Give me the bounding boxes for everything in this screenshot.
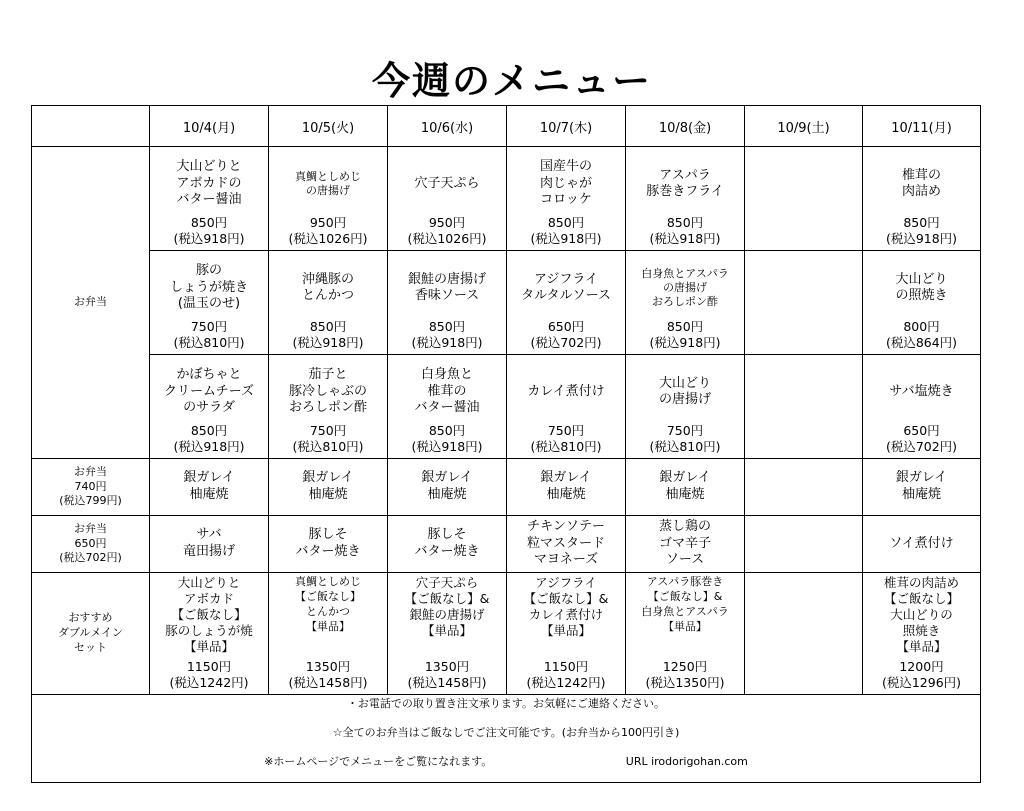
dish-name: 銀ガレイ 柚庵焼	[507, 459, 626, 516]
menu-cell	[269, 355, 388, 459]
set-cell	[863, 573, 981, 695]
set-cell	[388, 573, 507, 695]
dish-price-tax: (税込810円)	[292, 438, 364, 454]
dish-price: 850円	[428, 318, 466, 334]
dish-name: チキンソテー 粒マスタード マヨネーズ	[507, 516, 626, 573]
page-title: 今週のメニュー	[371, 59, 652, 103]
bento-row	[32, 355, 981, 459]
set-price: 1350円	[424, 658, 470, 674]
set-price: 1150円	[186, 658, 232, 674]
menu-cell-content	[150, 355, 268, 458]
set-price-tax: (税込1242円)	[526, 674, 606, 690]
menu-cell	[150, 147, 269, 251]
bento-row	[32, 251, 981, 355]
dish-name: サバ 竜田揚げ	[150, 516, 269, 573]
category-set: おすすめ ダブルメイン セット	[32, 573, 150, 695]
dish-name: 白身魚とアスパラ の唐揚げ おろしポン酢	[641, 267, 729, 308]
menu-cell	[507, 147, 626, 251]
menu-cell-content	[863, 355, 980, 458]
dish-price-tax: (税込918円)	[411, 334, 483, 350]
note-phone-order: ・お電話での取り置き注文承ります。お気軽にご連絡ください。	[346, 697, 666, 710]
dish-price-tax: (税込918円)	[173, 230, 245, 246]
menu-cell	[863, 251, 981, 355]
set-cell-content	[745, 573, 862, 694]
category-bento650: お弁当 650円 (税込702円)	[32, 516, 150, 573]
menu-cell-content	[745, 251, 862, 354]
bento-row	[32, 147, 981, 251]
menu-cell	[269, 251, 388, 355]
dish-price-tax: (税込810円)	[530, 438, 602, 454]
dish-name	[745, 516, 863, 573]
dish-name: ソイ煮付け	[863, 516, 981, 573]
dish-price-tax: (税込1026円)	[288, 230, 368, 246]
menu-cell	[388, 147, 507, 251]
dish-price-tax: (税込918円)	[173, 438, 245, 454]
note-no-rice: ☆全てのお弁当はご飯なしでご注文可能です。(お弁当から100円引き)	[332, 726, 680, 739]
bento740-row	[32, 459, 981, 516]
dish-name: 大山どりと アボカドの バター醤油	[176, 159, 242, 207]
set-cell	[745, 573, 863, 695]
dish-price: 750円	[666, 422, 704, 438]
dish-price: 850円	[903, 214, 940, 230]
set-price-block	[628, 659, 742, 692]
bento650-row	[32, 516, 981, 573]
set-row	[32, 573, 981, 695]
menu-cell	[150, 251, 269, 355]
set-name: 真鯛としめじ 【ご飯なし】 とんかつ 【単品】	[295, 575, 361, 633]
dish-price: 950円	[309, 214, 347, 230]
dish-price: 650円	[903, 422, 940, 438]
dish-name: かぼちゃと クリームチーズ のサラダ	[163, 367, 255, 415]
set-cell-content	[150, 573, 268, 694]
set-cell-content	[626, 573, 744, 694]
note-homepage-text: ※ホームページでメニューをご覧になれます。	[264, 755, 493, 768]
dish-name: 銀ガレイ 柚庵焼	[269, 459, 388, 516]
day-header: 10/8(金)	[626, 106, 745, 147]
menu-cell-content	[269, 251, 387, 354]
day-header: 10/11(月)	[863, 106, 981, 147]
dish-price: 850円	[309, 318, 347, 334]
dish-name: 茄子と 豚冷しゃぶの おろしポン酢	[288, 367, 367, 415]
set-name: アスパラ豚巻き 【ご飯なし】& 白身魚とアスパラ 【単品】	[641, 575, 729, 633]
day-header: 10/5(火)	[269, 106, 388, 147]
dish-name: 豚の しょうが焼き (温玉のせ)	[169, 263, 248, 311]
set-name: アジフライ 【ご飯なし】& カレイ煮付け 【単品】	[523, 575, 609, 638]
dish-name	[745, 459, 863, 516]
menu-cell	[507, 355, 626, 459]
menu-cell	[626, 251, 745, 355]
homepage-url: URL irodorigohan.com	[625, 755, 748, 768]
dish-price: 950円	[428, 214, 466, 230]
dish-name: 穴子天ぷら	[414, 175, 480, 191]
set-cell	[507, 573, 626, 695]
menu-cell-content	[388, 355, 506, 458]
dish-name: 蒸し鶏の ゴマ辛子 ソース	[626, 516, 745, 573]
set-cell-content	[269, 573, 387, 694]
set-price-block	[271, 659, 385, 692]
set-price-block	[509, 659, 623, 692]
set-price-tax: (税込1296円)	[881, 674, 962, 690]
weekly-menu-table	[31, 105, 981, 783]
dish-name: 銀ガレイ 柚庵焼	[388, 459, 507, 516]
day-header: 10/9(土)	[745, 106, 863, 147]
menu-cell-content	[507, 355, 625, 458]
menu-cell	[745, 251, 863, 355]
set-name: 大山どりと アボカド 【ご飯なし】 豚のしょうが焼 【単品】	[165, 575, 253, 654]
day-header: 10/6(水)	[388, 106, 507, 147]
menu-cell-content	[269, 147, 387, 250]
set-cell	[626, 573, 745, 695]
menu-cell	[863, 355, 981, 459]
set-price-block	[152, 659, 266, 692]
dish-price: 750円	[190, 318, 228, 334]
set-cell-content	[863, 573, 980, 694]
dish-price: 750円	[309, 422, 347, 438]
dish-price: 850円	[190, 422, 228, 438]
set-price-tax: (税込1458円)	[407, 674, 487, 690]
dish-price-tax: (税込918円)	[411, 438, 483, 454]
dish-name: アジフライ タルタルソース	[521, 271, 611, 303]
note-homepage	[32, 753, 980, 782]
dish-name: 銀鮭の唐揚げ 香味ソース	[407, 271, 486, 303]
day-header: 10/7(木)	[507, 106, 626, 147]
menu-cell	[626, 147, 745, 251]
dish-name: アスパラ 豚巻きフライ	[646, 167, 724, 199]
menu-cell	[507, 251, 626, 355]
set-price-block	[390, 659, 504, 692]
dish-price-tax: (税込918円)	[885, 230, 958, 246]
dish-price: 750円	[547, 422, 585, 438]
dish-name: 真鯛としめじ の唐揚げ	[295, 170, 361, 197]
set-price: 1200円	[899, 658, 944, 674]
dish-name: カレイ煮付け	[527, 383, 605, 399]
dish-name: 大山どり の照焼き	[895, 271, 948, 303]
corner-cell	[32, 106, 150, 147]
set-price-tax: (税込1350円)	[645, 674, 725, 690]
header-row	[32, 106, 981, 147]
menu-cell-content	[745, 355, 862, 458]
dish-name: 豚しそ バター焼き	[388, 516, 507, 573]
menu-cell	[745, 147, 863, 251]
menu-cell	[150, 355, 269, 459]
dish-name: 沖縄豚の とんかつ	[301, 271, 354, 303]
category-bento740: お弁当 740円 (税込799円)	[32, 459, 150, 516]
menu-cell	[863, 147, 981, 251]
dish-price-tax: (税込864円)	[885, 334, 958, 350]
dish-name: 大山どり の唐揚げ	[658, 375, 711, 407]
dish-price: 850円	[666, 318, 704, 334]
menu-cell-content	[507, 147, 625, 250]
dish-price: 800円	[903, 318, 940, 334]
dish-name	[747, 361, 860, 455]
dish-name	[747, 153, 860, 247]
dish-price-tax: (税込702円)	[885, 438, 958, 454]
set-price: 1250円	[662, 658, 708, 674]
dish-name: 豚しそ バター焼き	[269, 516, 388, 573]
dish-price-tax: (税込702円)	[530, 334, 602, 350]
set-price-tax: (税込1242円)	[169, 674, 249, 690]
notes-cell	[32, 695, 981, 783]
dish-price-tax: (税込810円)	[173, 334, 245, 350]
dish-name: 銀ガレイ 柚庵焼	[863, 459, 981, 516]
dish-name: 銀ガレイ 柚庵焼	[150, 459, 269, 516]
set-name: 穴子天ぷら 【ご飯なし】& 銀鮭の唐揚げ 【単品】	[404, 575, 490, 638]
dish-price-tax: (税込918円)	[649, 334, 721, 350]
menu-cell	[388, 251, 507, 355]
menu-cell-content	[626, 251, 744, 354]
set-price-block	[865, 659, 978, 692]
dish-name: サバ塩焼き	[889, 383, 954, 399]
dish-price: 850円	[666, 214, 704, 230]
menu-cell-content	[863, 251, 980, 354]
menu-cell-content	[507, 251, 625, 354]
dish-price: 850円	[547, 214, 585, 230]
set-cell	[150, 573, 269, 695]
menu-cell-content	[388, 147, 506, 250]
menu-cell-content	[626, 147, 744, 250]
set-price: 1150円	[543, 658, 589, 674]
set-cell-content	[507, 573, 625, 694]
menu-cell-content	[150, 251, 268, 354]
dish-name	[747, 257, 860, 351]
dish-name: 白身魚と 椎茸の バター醤油	[414, 367, 480, 415]
dish-name: 椎茸の 肉詰め	[901, 167, 941, 199]
set-price-tax: (税込1458円)	[288, 674, 368, 690]
set-cell-content	[388, 573, 506, 694]
category-bento: お弁当	[32, 147, 150, 459]
menu-cell-content	[863, 147, 980, 250]
menu-cell-content	[388, 251, 506, 354]
menu-cell	[388, 355, 507, 459]
menu-cell	[626, 355, 745, 459]
menu-cell-content	[269, 355, 387, 458]
menu-cell	[269, 147, 388, 251]
set-cell	[269, 573, 388, 695]
dish-price: 650円	[547, 318, 585, 334]
menu-cell-content	[626, 355, 744, 458]
menu-cell	[745, 355, 863, 459]
dish-price: 850円	[428, 422, 466, 438]
dish-name: 国産牛の 肉じゃが コロッケ	[539, 159, 592, 207]
dish-price-tax: (税込918円)	[292, 334, 364, 350]
set-price: 1350円	[305, 658, 351, 674]
dish-price: 850円	[190, 214, 228, 230]
set-name: 椎茸の肉詰め 【ご飯なし】 大山どりの 照焼き 【単品】	[883, 575, 959, 654]
dish-price-tax: (税込918円)	[649, 230, 721, 246]
notes-row	[32, 695, 981, 783]
menu-cell-content	[745, 147, 862, 250]
dish-price-tax: (税込810円)	[649, 438, 721, 454]
dish-name: 銀ガレイ 柚庵焼	[626, 459, 745, 516]
day-header: 10/4(月)	[150, 106, 269, 147]
dish-price-tax: (税込1026円)	[407, 230, 487, 246]
menu-cell-content	[150, 147, 268, 250]
dish-price-tax: (税込918円)	[530, 230, 602, 246]
